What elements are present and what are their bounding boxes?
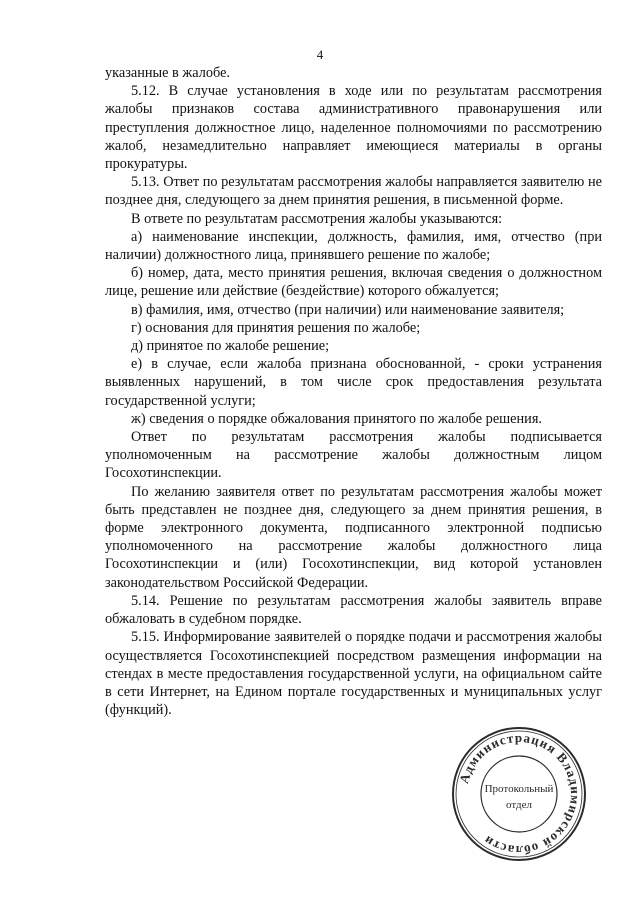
paragraph-signature: Ответ по результатам рассмотрения жалобы подписывается уполномоченным на рассмотрение жалобы должностным лицом Госохотинспекции. — [105, 429, 602, 482]
document-body — [105, 64, 602, 719]
paragraph-5-15: 5.15. Информирование заявителей о порядке подачи и рассмотрения жалобы осуществляется Госохотинспекцией посредством размещения информации на стендах в месте предоставления государственной услуги, на официальном сайте в сети Интернет, на Едином портале государственных и муниципальных услуг (функций). — [105, 629, 602, 719]
paragraph-continuation: указанные в жалобе. — [105, 65, 231, 81]
list-item-e: е) в случае, если жалоба признана обоснованной, - сроки устранения выявленных нарушений, в том числе срок предоставления результата государственной услуги; — [105, 356, 602, 409]
page-number: 4 — [316, 47, 324, 62]
stamp-center-line1: Протокольный — [484, 783, 554, 795]
list-item-b: б) номер, дата, место принятия решения, включая сведения о должностном лице, решение или действие (бездействие) которого обжалуется; — [105, 265, 602, 300]
list-item-g: г) основания для принятия решения по жалобе; — [131, 319, 421, 336]
paragraph-5-14: 5.14. Решение по результатам рассмотрения жалобы заявитель вправе обжаловать в судебном порядке. — [105, 592, 602, 628]
paragraph-answer-contents: В ответе по результатам рассмотрения жалобы указываются: — [131, 210, 503, 227]
stamp-seal-icon — [449, 724, 589, 864]
paragraph-5-12: 5.12. В случае установления в ходе или по результатам рассмотрения жалобы признаков состава административного правонарушения или преступления должностное лицо, наделенное полномочиями по рассмотрению жалоб, незамедлительно направляет имеющиеся материалы в органы прокуратуры. — [105, 83, 602, 173]
list-item-d: д) принятое по жалобе решение; — [131, 338, 330, 355]
official-stamp — [449, 724, 589, 864]
stamp-ring-text: Администрация Владимирской области — [456, 729, 584, 859]
list-item-zh: ж) сведения о порядке обжалования принятого по жалобе решения. — [131, 410, 542, 427]
list-item-v: в) фамилия, имя, отчество (при наличии) или наименование заявителя; — [131, 301, 565, 318]
paragraph-5-13: 5.13. Ответ по результатам рассмотрения жалобы направляется заявителю не позднее дня, следующего за днем принятия решения, в письменной форме. — [105, 174, 602, 209]
paragraph-electronic-answer: По желанию заявителя ответ по результатам рассмотрения жалобы может быть представлен не позднее дня, следующего за днем принятия решения, в форме электронного документа, подписанного электронной подписью уполномоченного на рассмотрение жалобы должностного лица Госохотинспекции и (или) Госохотинспекции, вид которой установлен законодательством Российской Федерации. — [105, 483, 602, 591]
stamp-center-line2: отдел — [506, 799, 532, 811]
list-item-a: а) наименование инспекции, должность, фамилия, имя, отчество (при наличии) должностного лица, принявшего решение по жалобе; — [105, 228, 602, 264]
